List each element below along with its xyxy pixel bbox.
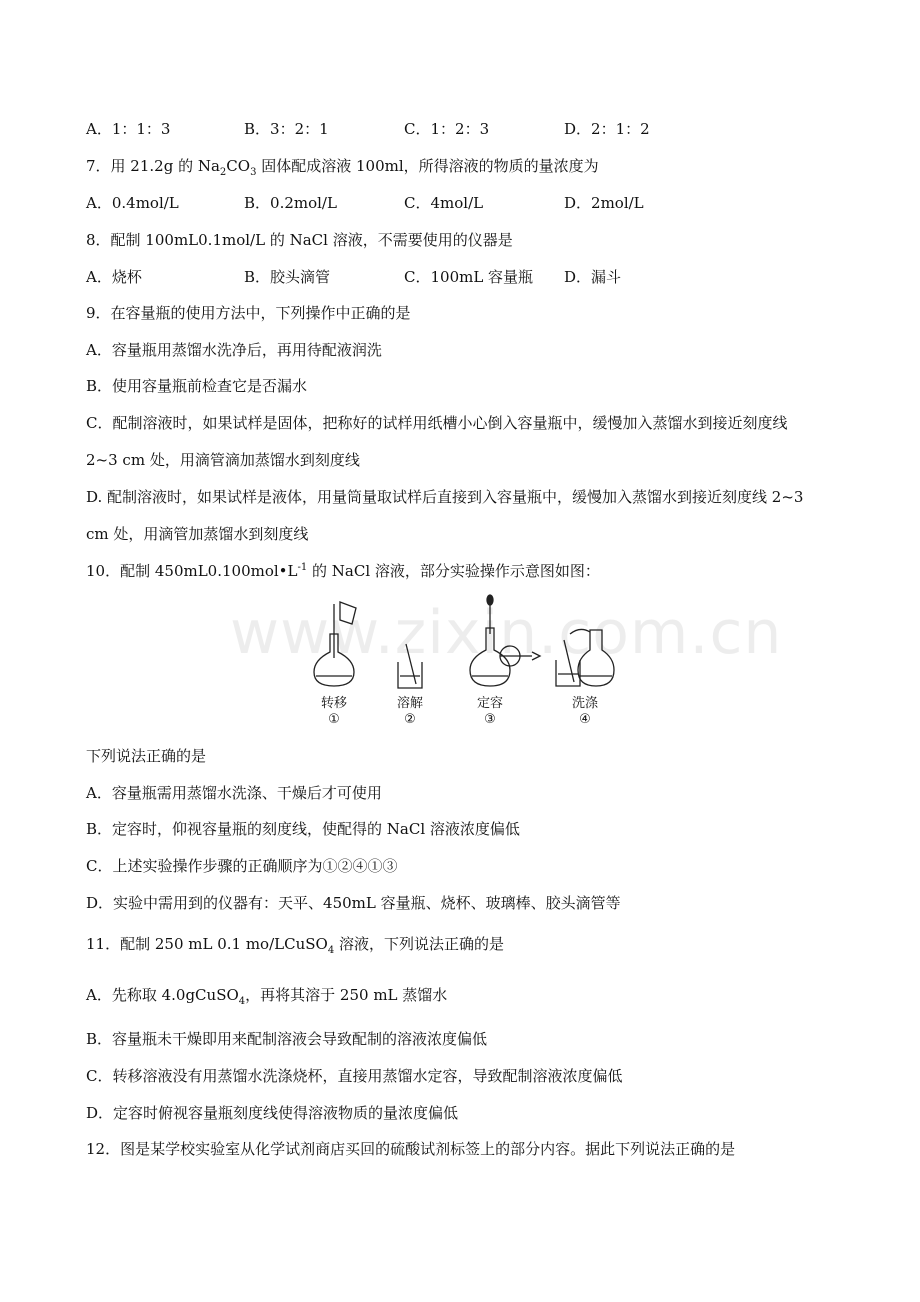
figure-number-2: ② <box>404 712 416 727</box>
q9-option-d-line1: D. 配制溶液时，如果试样是液体，用量筒量取试样后直接到入容量瓶中，缓慢加入蒸馏水到接近刻度线 2~3 <box>86 488 804 506</box>
q7-option-a: A．0.4mol/L <box>86 194 179 212</box>
q7-option-b: B．0.2mol/L <box>244 194 337 212</box>
q10-option-a: A．容量瓶需用蒸馏水洗涤、干燥后才可使用 <box>86 784 382 802</box>
q6-option-d: D．2：1：2 <box>564 120 650 138</box>
q9-option-a: A．容量瓶用蒸馏水洗净后，再用待配液润洗 <box>86 341 382 359</box>
q10-option-b: B．定容时，仰视容量瓶的刻度线，使配得的 NaCl 溶液浓度偏低 <box>86 820 520 838</box>
q8-option-c: C．100mL 容量瓶 <box>404 268 534 286</box>
q8-option-a: A．烧杯 <box>86 268 142 286</box>
q10-option-d: D．实验中需用到的仪器有：天平、450mL 容量瓶、烧杯、玻璃棒、胶头滴管等 <box>86 894 621 912</box>
q6-option-a: A．1：1：3 <box>86 120 171 138</box>
q7-stem: 7．用 21.2g 的 $Na_2CO_3$ 固体配成溶液 100ml，所得溶液的物质的量浓度为 <box>86 157 599 178</box>
q9-option-c-line2: 2~3 cm 处，用滴管滴加蒸馏水到刻度线 <box>86 451 360 469</box>
figure-label-constant-volume: 定容 <box>476 696 503 711</box>
q8-stem: 8．配制 100mL0.1mol/L 的 NaCl 溶液，不需要使用的仪器是 <box>86 231 513 249</box>
q10-prompt: 下列说法正确的是 <box>86 747 207 765</box>
q11-stem: 11．配制 250 mL 0.1 mo/LCuSO$_4$ 溶液，下列说法正确的是 <box>86 935 504 956</box>
q7-option-c: C．4mol/L <box>404 194 484 212</box>
q11-option-c: C．转移溶液没有用蒸馏水洗涤烧杯，直接用蒸馏水定容，导致配制溶液浓度偏低 <box>86 1067 623 1085</box>
constant-volume-flask-icon <box>470 595 540 686</box>
q11-option-b: B．容量瓶未干燥即用来配制溶液会导致配制的溶液浓度偏低 <box>86 1030 488 1048</box>
q9-option-c-line1: C．配制溶液时，如果试样是固体，把称好的试样用纸槽小心倒入容量瓶中，缓慢加入蒸馏水到接近刻度线 <box>86 414 788 432</box>
figure-label-dissolve: 溶解 <box>396 696 423 711</box>
q8-option-d: D．漏斗 <box>564 268 622 286</box>
q10-stem: 10．配制 $450mL0.100mol•L^{-1}$ 的 NaCl 溶液，部分实验操作示意图如图： <box>86 562 600 580</box>
q10-option-c: C．上述实验操作步骤的正确顺序为①②④①③ <box>86 857 398 875</box>
lab-operation-figure <box>300 594 630 734</box>
q6-option-c: C．1：2：3 <box>404 120 490 138</box>
q6-option-b: B．3：2：1 <box>244 120 329 138</box>
q11-option-a: A．先称取 4.0gCuSO$_4$，再将其溶于 250 mL 蒸馏水 <box>86 986 448 1007</box>
q11-option-d: D．定容时俯视容量瓶刻度线使得溶液物质的量浓度偏低 <box>86 1104 459 1122</box>
washing-beaker-flask-icon <box>556 629 614 686</box>
q12-stem: 12．图是某学校实验室从化学试剂商店买回的硫酸试剂标签上的部分内容。据此下列说法正确的是 <box>86 1140 736 1158</box>
figure-number-1: ① <box>328 712 340 727</box>
q8-option-b: B．胶头滴管 <box>244 268 331 286</box>
q9-option-b: B．使用容量瓶前检查它是否漏水 <box>86 377 308 395</box>
figure-label-transfer: 转移 <box>320 696 347 711</box>
watermark: www.zixin.com.cn <box>230 598 783 668</box>
figure-number-3: ③ <box>484 712 496 727</box>
figure-number-4: ④ <box>579 712 591 727</box>
q7-option-d: D．2mol/L <box>564 194 644 212</box>
figure-label-washing: 洗涤 <box>571 696 598 711</box>
q9-stem: 9．在容量瓶的使用方法中，下列操作中正确的是 <box>86 304 411 322</box>
transfer-flask-icon <box>314 602 356 686</box>
dissolve-beaker-icon <box>398 644 422 688</box>
q9-option-d-line2: cm 处，用滴管加蒸馏水到刻度线 <box>86 525 309 543</box>
